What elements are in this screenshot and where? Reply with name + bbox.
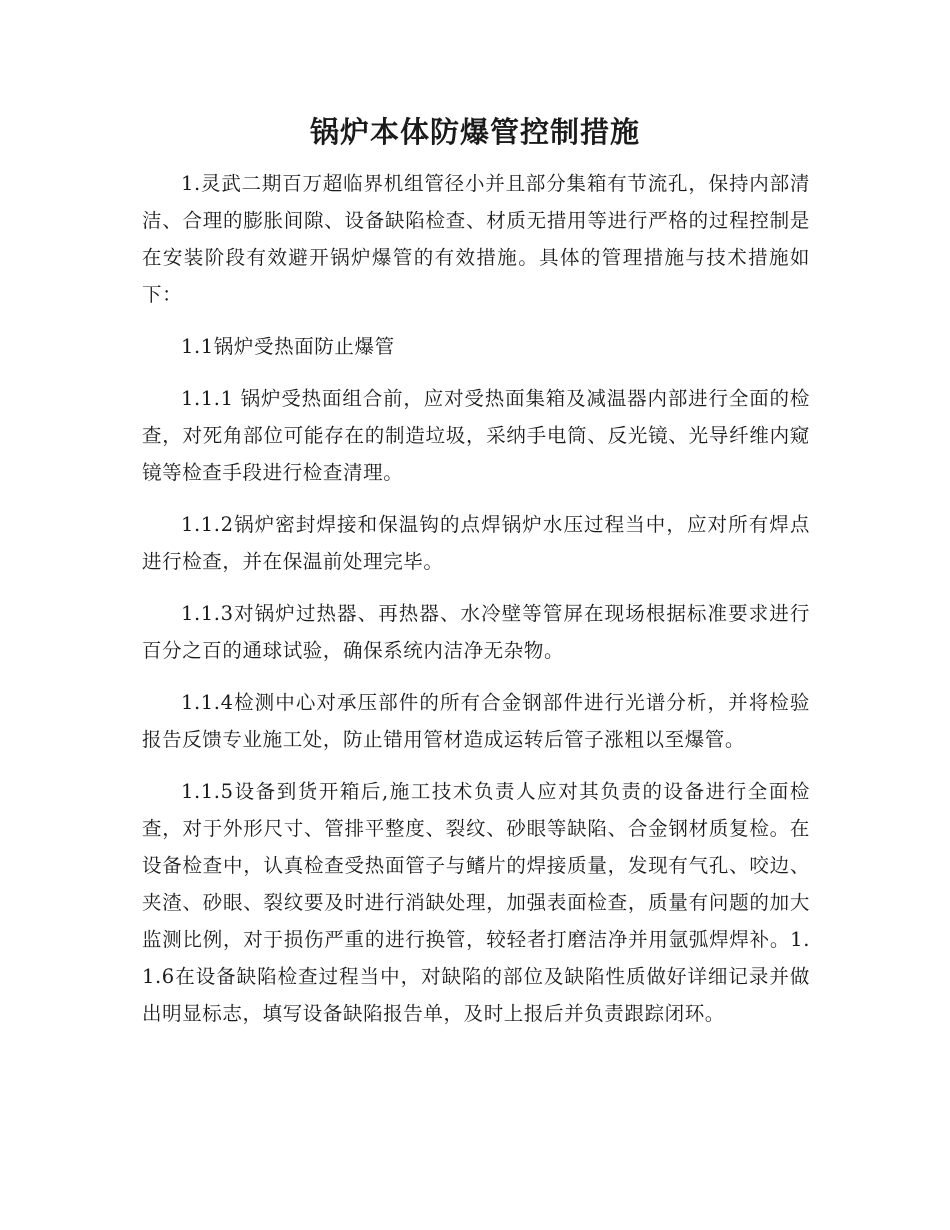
paragraph-1-1-4: 1.1.4检测中心对承压部件的所有合金钢部件进行光谱分析，并将检验报告反馈专业施工处，防止错用管材造成运转后管子涨粗以至爆管。	[142, 691, 810, 751]
paragraph-1-1-2: 1.1.2锅炉密封焊接和保温钩的点焊锅炉水压过程当中，应对所有焊点进行检查，并在保温前处理完毕。	[142, 513, 810, 573]
paragraph-1-1: 1.1锅炉受热面防止爆管	[181, 335, 395, 358]
paragraph-1-1-1: 1.1.1 锅炉受热面组合前，应对受热面集箱及减温器内部进行全面的检查，对死角部位可能存在的制造垃圾，采纳手电筒、反光镜、光导纤维内窥镜等检查手段进行检查清理。	[142, 387, 810, 484]
paragraph-intro: 1.灵武二期百万超临界机组管径小并且部分集箱有节流孔，保持内部清洁、合理的膨胀间隙、设备缺陷检查、材质无措用等进行严格的过程控制是在安装阶段有效避开锅炉爆管的有效措施。具体的管理措施与技术措施如下：	[142, 172, 810, 306]
document-title: 锅炉本体防爆管控制措施	[309, 115, 640, 149]
paragraph-1-1-5: 1.1.5设备到货开箱后,施工技术负责人应对其负责的设备进行全面检查，对于外形尺寸、管排平整度、裂纹、砂眼等缺陷、合金钢材质复检。在设备检查中，认真检查受热面管子与鳍片的焊接质量，发现有气孔、咬边、夹渣、砂眼、裂纹要及时进行消缺处理，加强表面检查，质量有问题的加大监测比例，对于损伤严重的进行换管，较轻者打磨洁净并用氩弧焊焊补。1.1.6在设备缺陷检查过程当中，对缺陷的部位及缺陷性质做好详细记录并做出明显标志，填写设备缺陷报告单，及时上报后并负责跟踪闭环。	[142, 780, 810, 1025]
document-body	[142, 165, 810, 1047]
paragraph-1-1-3: 1.1.3对锅炉过热器、再热器、水冷壁等管屏在现场根据标准要求进行百分之百的通球试验，确保系统内洁净无杂物。	[142, 602, 810, 662]
